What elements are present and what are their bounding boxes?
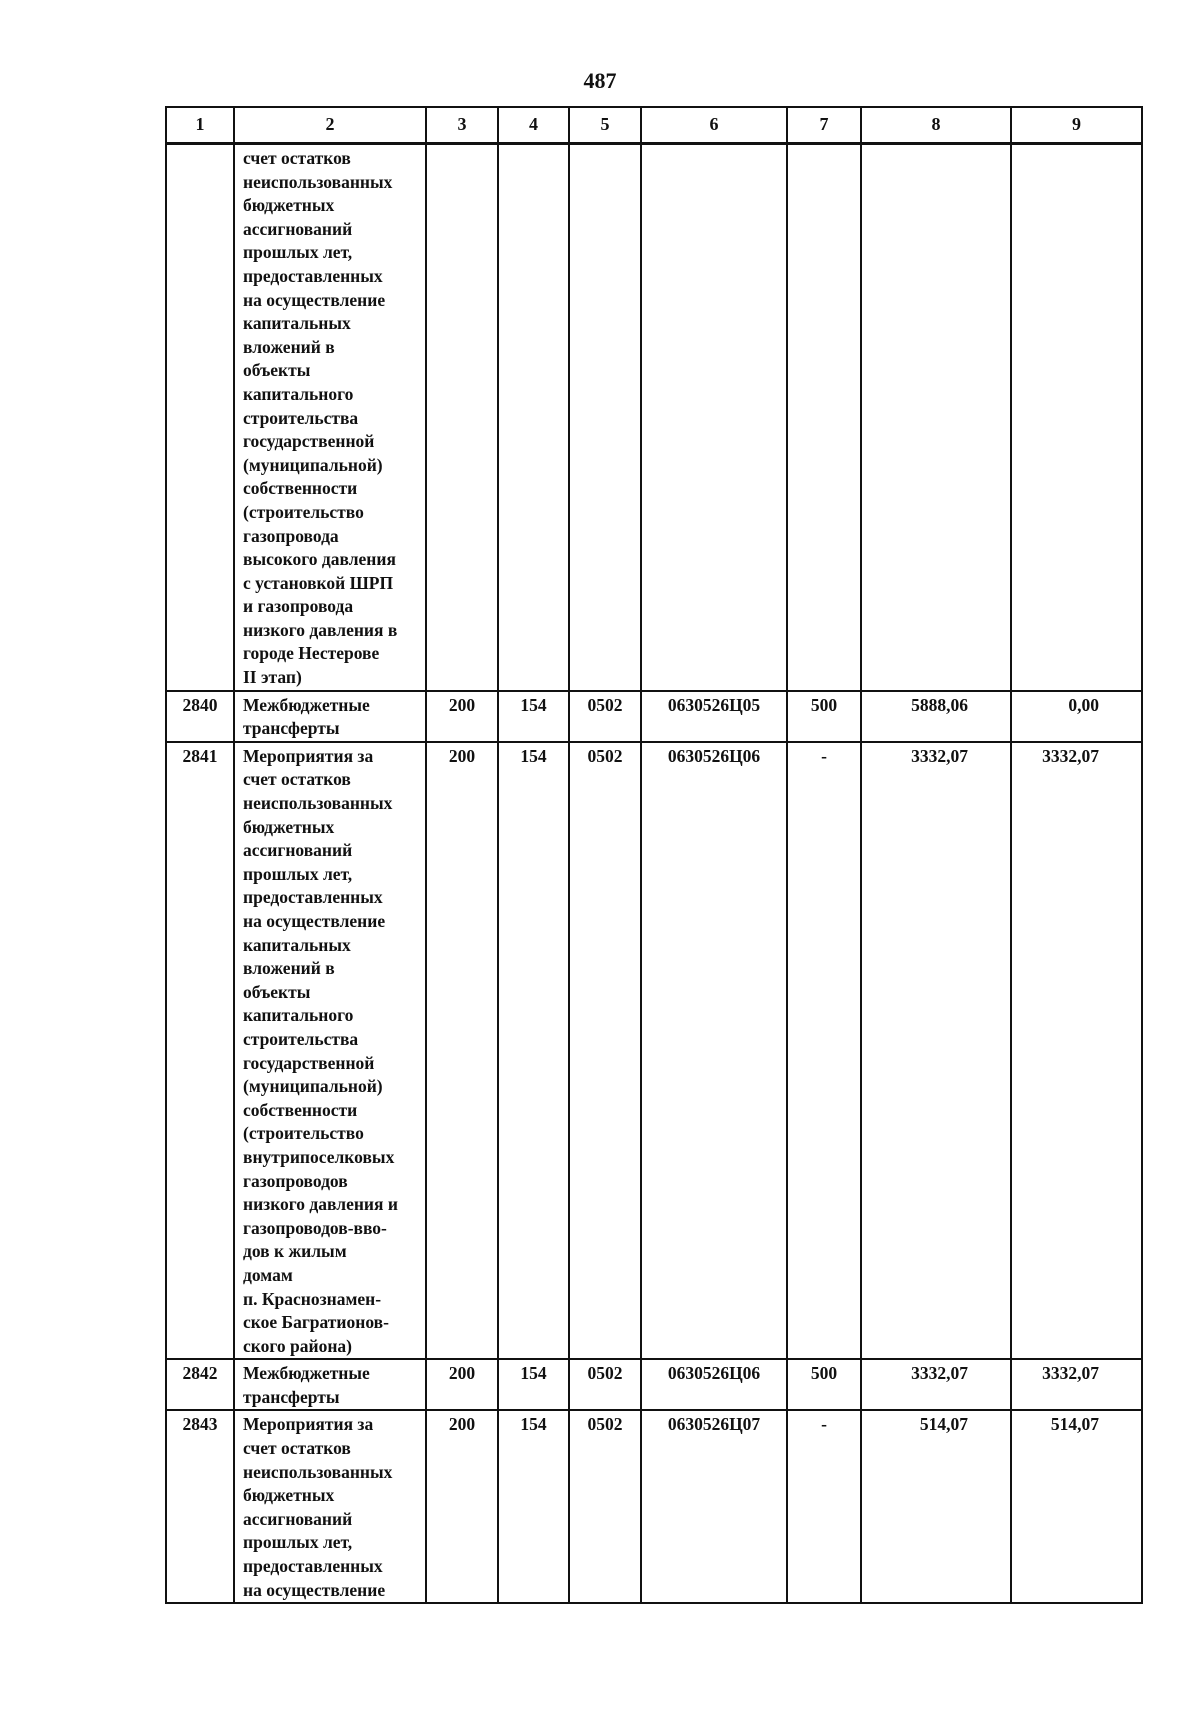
column-header-6: 6 xyxy=(641,107,787,144)
row-code-4: 154 xyxy=(498,742,569,1359)
table-header-row xyxy=(166,107,1142,144)
row-code-6 xyxy=(641,144,787,691)
column-header-1: 1 xyxy=(166,107,234,144)
row-amount-9: 0,00 xyxy=(1011,691,1142,742)
row-number: 2841 xyxy=(166,742,234,1359)
row-code-4: 154 xyxy=(498,691,569,742)
row-description: счет остатков неиспользованных бюджетных ассигнований прошлых лет, предоставленных на осуществление капитальных вложений в объекты капитального строительства государственной (муниципальной) собственности (строительство газопровода высокого давления с установкой ШРП и газопровода низкого давления в городе Нестерове II этап) xyxy=(234,144,426,691)
row-code-6: 0630526Ц06 xyxy=(641,1359,787,1410)
row-description: Межбюджетные трансферты xyxy=(234,691,426,742)
row-code-6: 0630526Ц06 xyxy=(641,742,787,1359)
row-amount-8: 3332,07 xyxy=(861,742,1011,1359)
row-code-3: 200 xyxy=(426,742,498,1359)
row-code-7: - xyxy=(787,742,861,1359)
row-code-3 xyxy=(426,144,498,691)
row-code-3: 200 xyxy=(426,691,498,742)
row-number: 2842 xyxy=(166,1359,234,1410)
page-number: 487 xyxy=(583,68,617,93)
row-code-4 xyxy=(498,144,569,691)
row-code-5: 0502 xyxy=(569,742,641,1359)
row-amount-8 xyxy=(861,144,1011,691)
row-amount-9: 3332,07 xyxy=(1011,1359,1142,1410)
column-header-2: 2 xyxy=(234,107,426,144)
table-row-continuation xyxy=(166,144,1142,691)
row-code-5: 0502 xyxy=(569,691,641,742)
table-row-2842 xyxy=(166,1359,1142,1410)
table-row-2843 xyxy=(166,1410,1142,1603)
row-amount-8: 5888,06 xyxy=(861,691,1011,742)
row-code-7: - xyxy=(787,1410,861,1603)
row-description: Мероприятия за счет остатков неиспользованных бюджетных ассигнований прошлых лет, предоставленных на осуществление капитальных вложений в объекты капитального строительства государственной (муниципальной) собственности (строительство внутрипоселковых газопроводов низкого давления и газопроводов-вво- дов к жилым домам п. Краснознамен- ское Багратионов- ского района) xyxy=(234,742,426,1359)
row-code-4: 154 xyxy=(498,1410,569,1603)
row-code-6: 0630526Ц07 xyxy=(641,1410,787,1603)
row-code-7: 500 xyxy=(787,1359,861,1410)
column-header-4: 4 xyxy=(498,107,569,144)
column-header-3: 3 xyxy=(426,107,498,144)
column-header-7: 7 xyxy=(787,107,861,144)
table-row-2840 xyxy=(166,691,1142,742)
table-row-2841 xyxy=(166,742,1142,1359)
column-header-8: 8 xyxy=(861,107,1011,144)
row-code-7: 500 xyxy=(787,691,861,742)
row-amount-9: 514,07 xyxy=(1011,1410,1142,1603)
row-description: Мероприятия за счет остатков неиспользованных бюджетных ассигнований прошлых лет, предоставленных на осуществление xyxy=(234,1410,426,1603)
row-amount-9 xyxy=(1011,144,1142,691)
column-header-5: 5 xyxy=(569,107,641,144)
row-code-5: 0502 xyxy=(569,1359,641,1410)
row-code-5: 0502 xyxy=(569,1410,641,1603)
row-description: Межбюджетные трансферты xyxy=(234,1359,426,1410)
row-number xyxy=(166,144,234,691)
row-code-3: 200 xyxy=(426,1410,498,1603)
row-amount-8: 514,07 xyxy=(861,1410,1011,1603)
row-number: 2843 xyxy=(166,1410,234,1603)
row-number: 2840 xyxy=(166,691,234,742)
row-code-3: 200 xyxy=(426,1359,498,1410)
row-code-4: 154 xyxy=(498,1359,569,1410)
row-amount-9: 3332,07 xyxy=(1011,742,1142,1359)
appropriations-table xyxy=(165,106,1143,1604)
row-code-6: 0630526Ц05 xyxy=(641,691,787,742)
row-code-7 xyxy=(787,144,861,691)
column-header-9: 9 xyxy=(1011,107,1142,144)
row-amount-8: 3332,07 xyxy=(861,1359,1011,1410)
row-code-5 xyxy=(569,144,641,691)
